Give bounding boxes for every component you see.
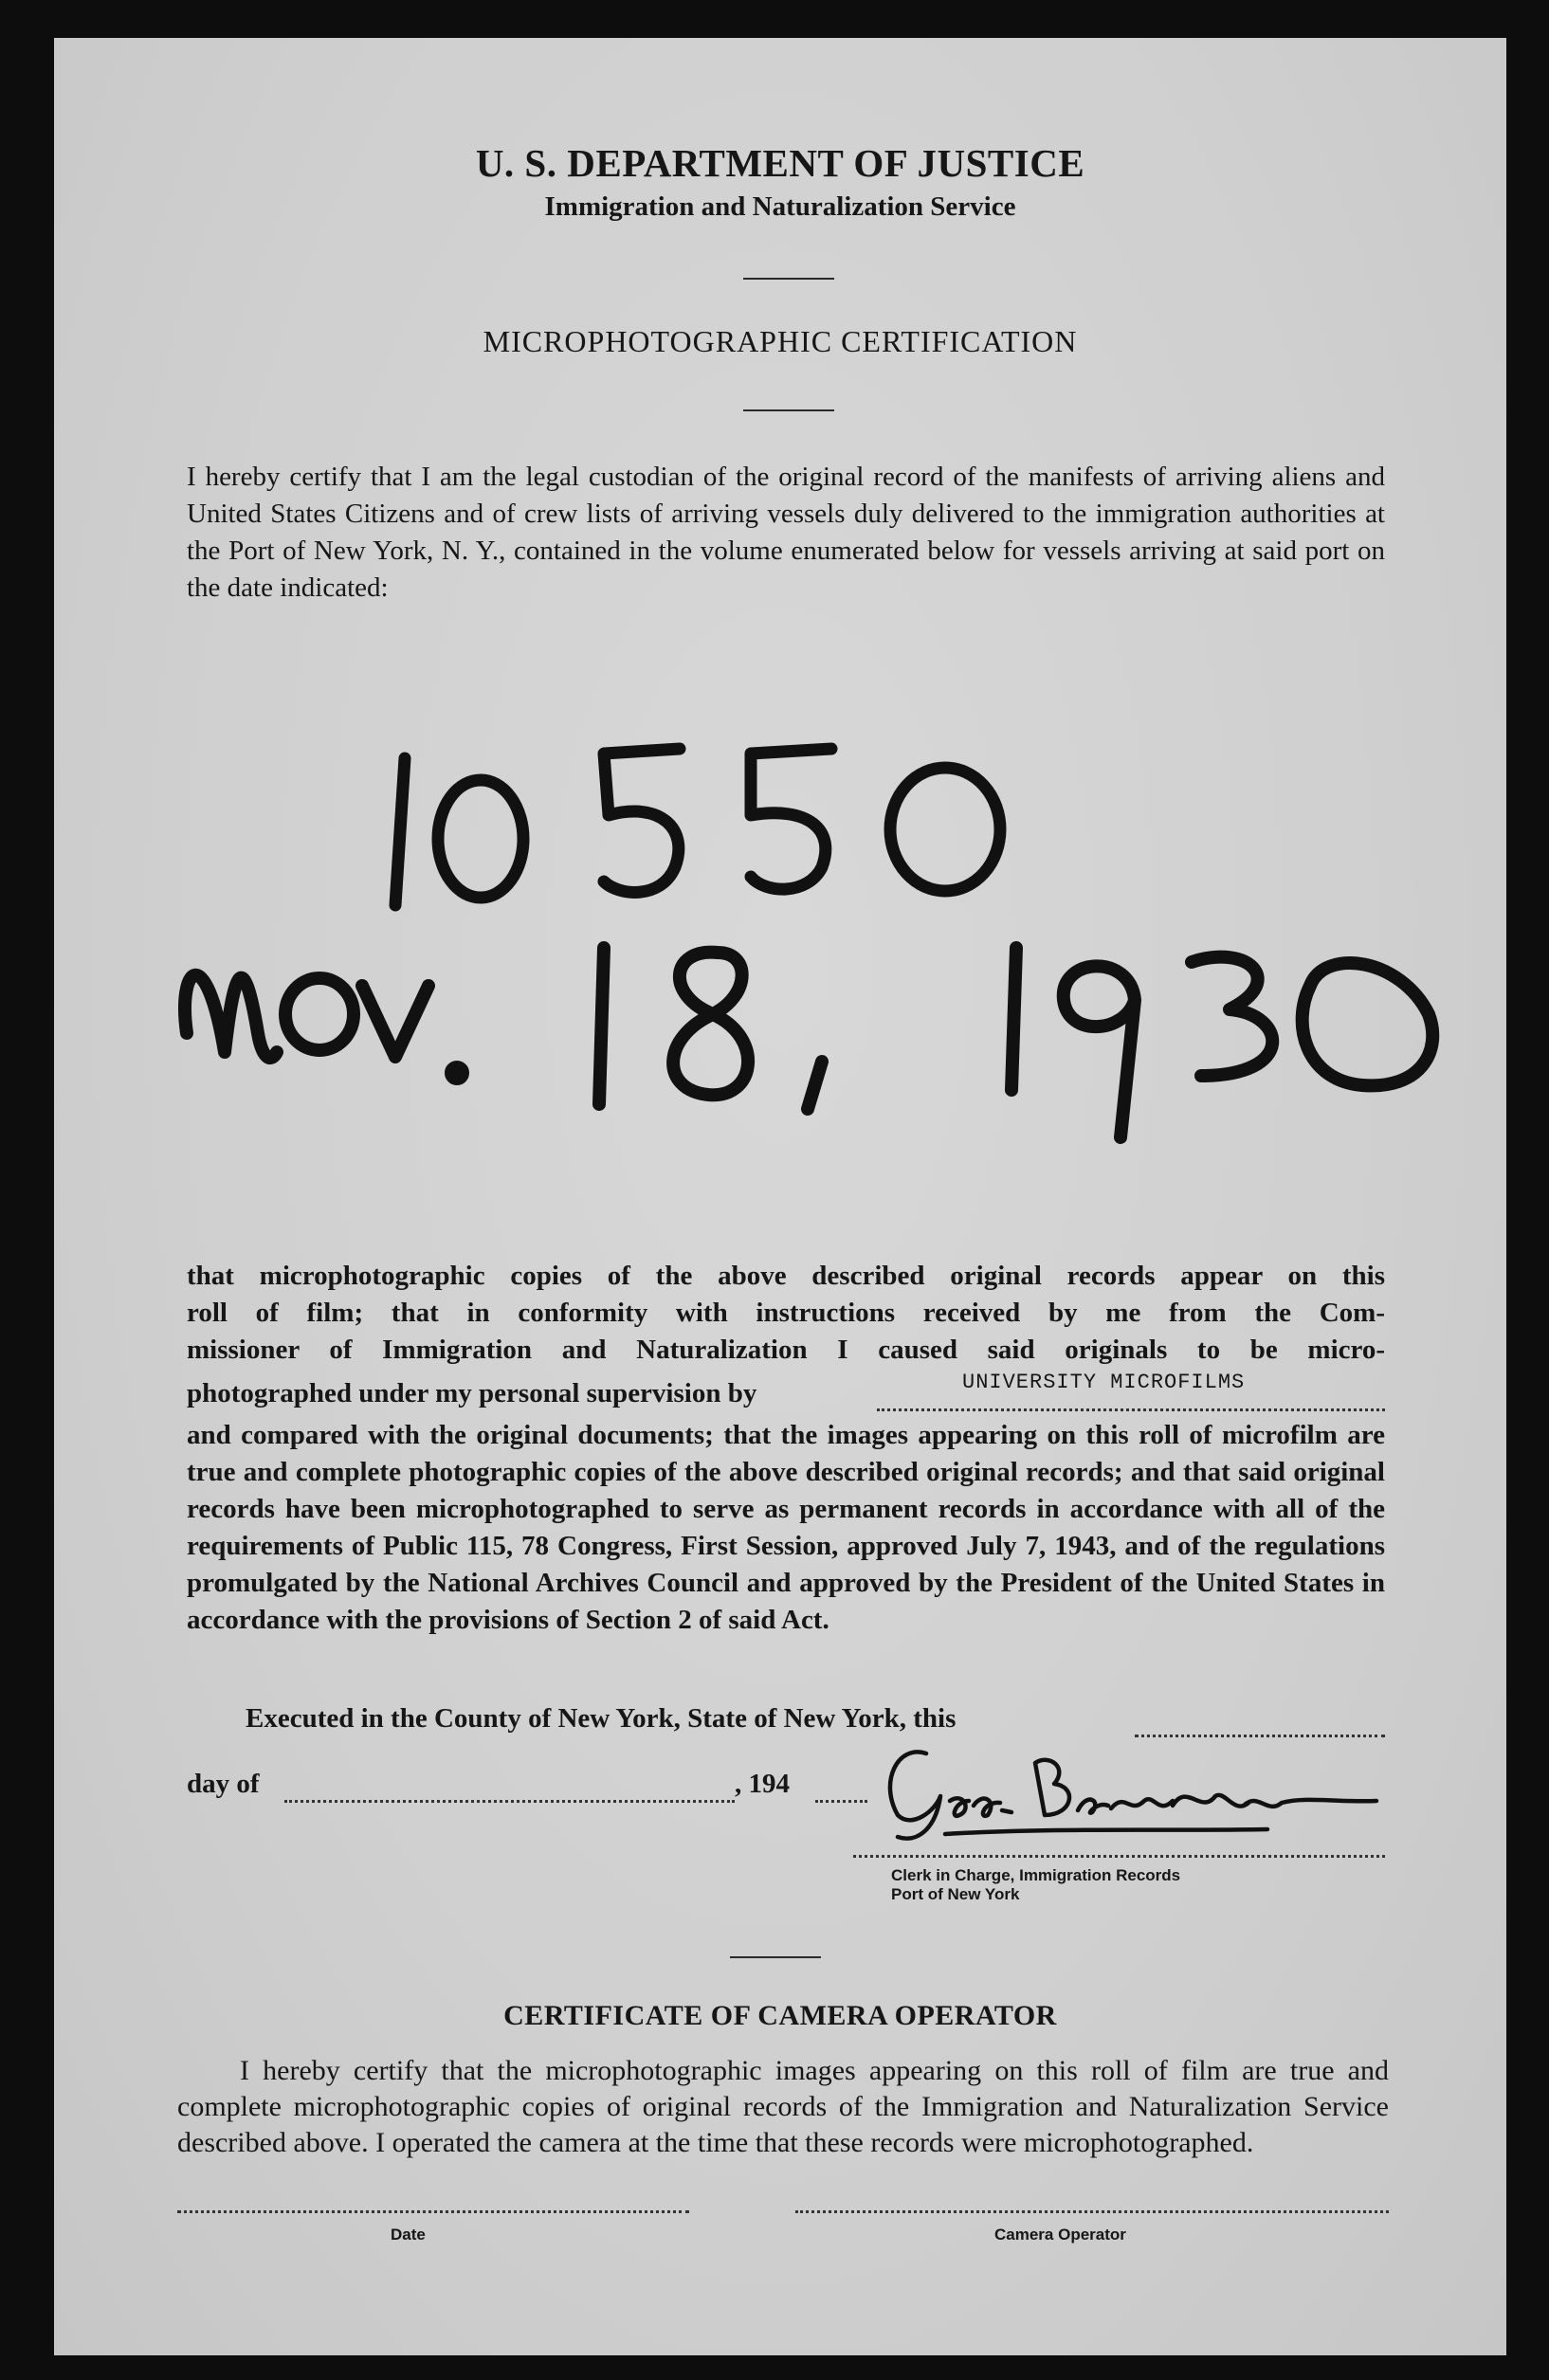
divider [743, 278, 834, 280]
signature-dotted-line [853, 1855, 1385, 1858]
body-rest: and compared with the original documents; that the images appearing on this roll of microfilm are true and complete photographic copies of the above described original records; and that said original records have been microphotographed to serve as permanent records in accordance with all of the requirements of Public 115, 78 Congress, First Session, approved July 7, 1943, and of the regulations promulgated by the National Archives Council and approved by the President of the United States in accordance with the provisions of Section 2 of said Act. [187, 1420, 1385, 1635]
operator-certificate-title: CERTIFICATE OF CAMERA OPERATOR [503, 2000, 1057, 2031]
divider [730, 1956, 821, 1958]
handwritten-signature [860, 1725, 1391, 1848]
divider [743, 409, 834, 411]
handwritten-volume-number [376, 725, 1040, 924]
photographer-name: UNIVERSITY MICROFILMS [962, 1371, 1246, 1394]
certification-intro: I hereby certify that I am the legal custodian of the original record of the manifests of arriving aliens and United States Citizens and of crew lists of arriving vessels duly delivered to the immigration authorities at the Port of New York, N. Y., contained in the volume enumerated below for vessels arriving at said port on the date indicated: [187, 462, 1385, 603]
year-prefix: , 194 [735, 1769, 790, 1799]
date-dotted-line [177, 2210, 689, 2213]
handwritten-arrival-date [168, 910, 1476, 1156]
operator-dotted-line [795, 2210, 1389, 2213]
signer-title-line-2: Port of New York [891, 1885, 1020, 1903]
body-line-4: photographed under my personal supervision by [187, 1378, 757, 1408]
month-dotted-line [284, 1800, 735, 1803]
signer-title-line-1: Clerk in Charge, Immigration Records [891, 1866, 1181, 1884]
certificate-sheet [54, 38, 1506, 2355]
body-line-1: that microphotographic copies of the above described original records appear on this [187, 1261, 1385, 1291]
camera-operator-label: Camera Operator [994, 2226, 1126, 2244]
date-label: Date [391, 2226, 426, 2244]
certification-title: MICROPHOTOGRAPHIC CERTIFICATION [483, 324, 1078, 358]
photographer-dotted-line [877, 1408, 1385, 1411]
executed-text: Executed in the County of New York, State of New York, this [246, 1703, 957, 1734]
department-heading: U. S. DEPARTMENT OF JUSTICE [475, 141, 1085, 185]
body-line-3: missioner of Immigration and Naturalization I caused said originals to be micro- [187, 1335, 1385, 1365]
service-subheading: Immigration and Naturalization Service [544, 191, 1016, 222]
operator-certificate-text: I hereby certify that the microphotographic images appearing on this roll of film are true and complete microphotographic copies of original records of the Immigration and Naturalization Service described above. I operated the camera at the time that these records were microphotographed. [177, 2055, 1389, 2158]
body-line-2: roll of film; that in conformity with instructions received by me from the Com- [187, 1298, 1385, 1328]
day-of-label: day of [187, 1769, 260, 1799]
